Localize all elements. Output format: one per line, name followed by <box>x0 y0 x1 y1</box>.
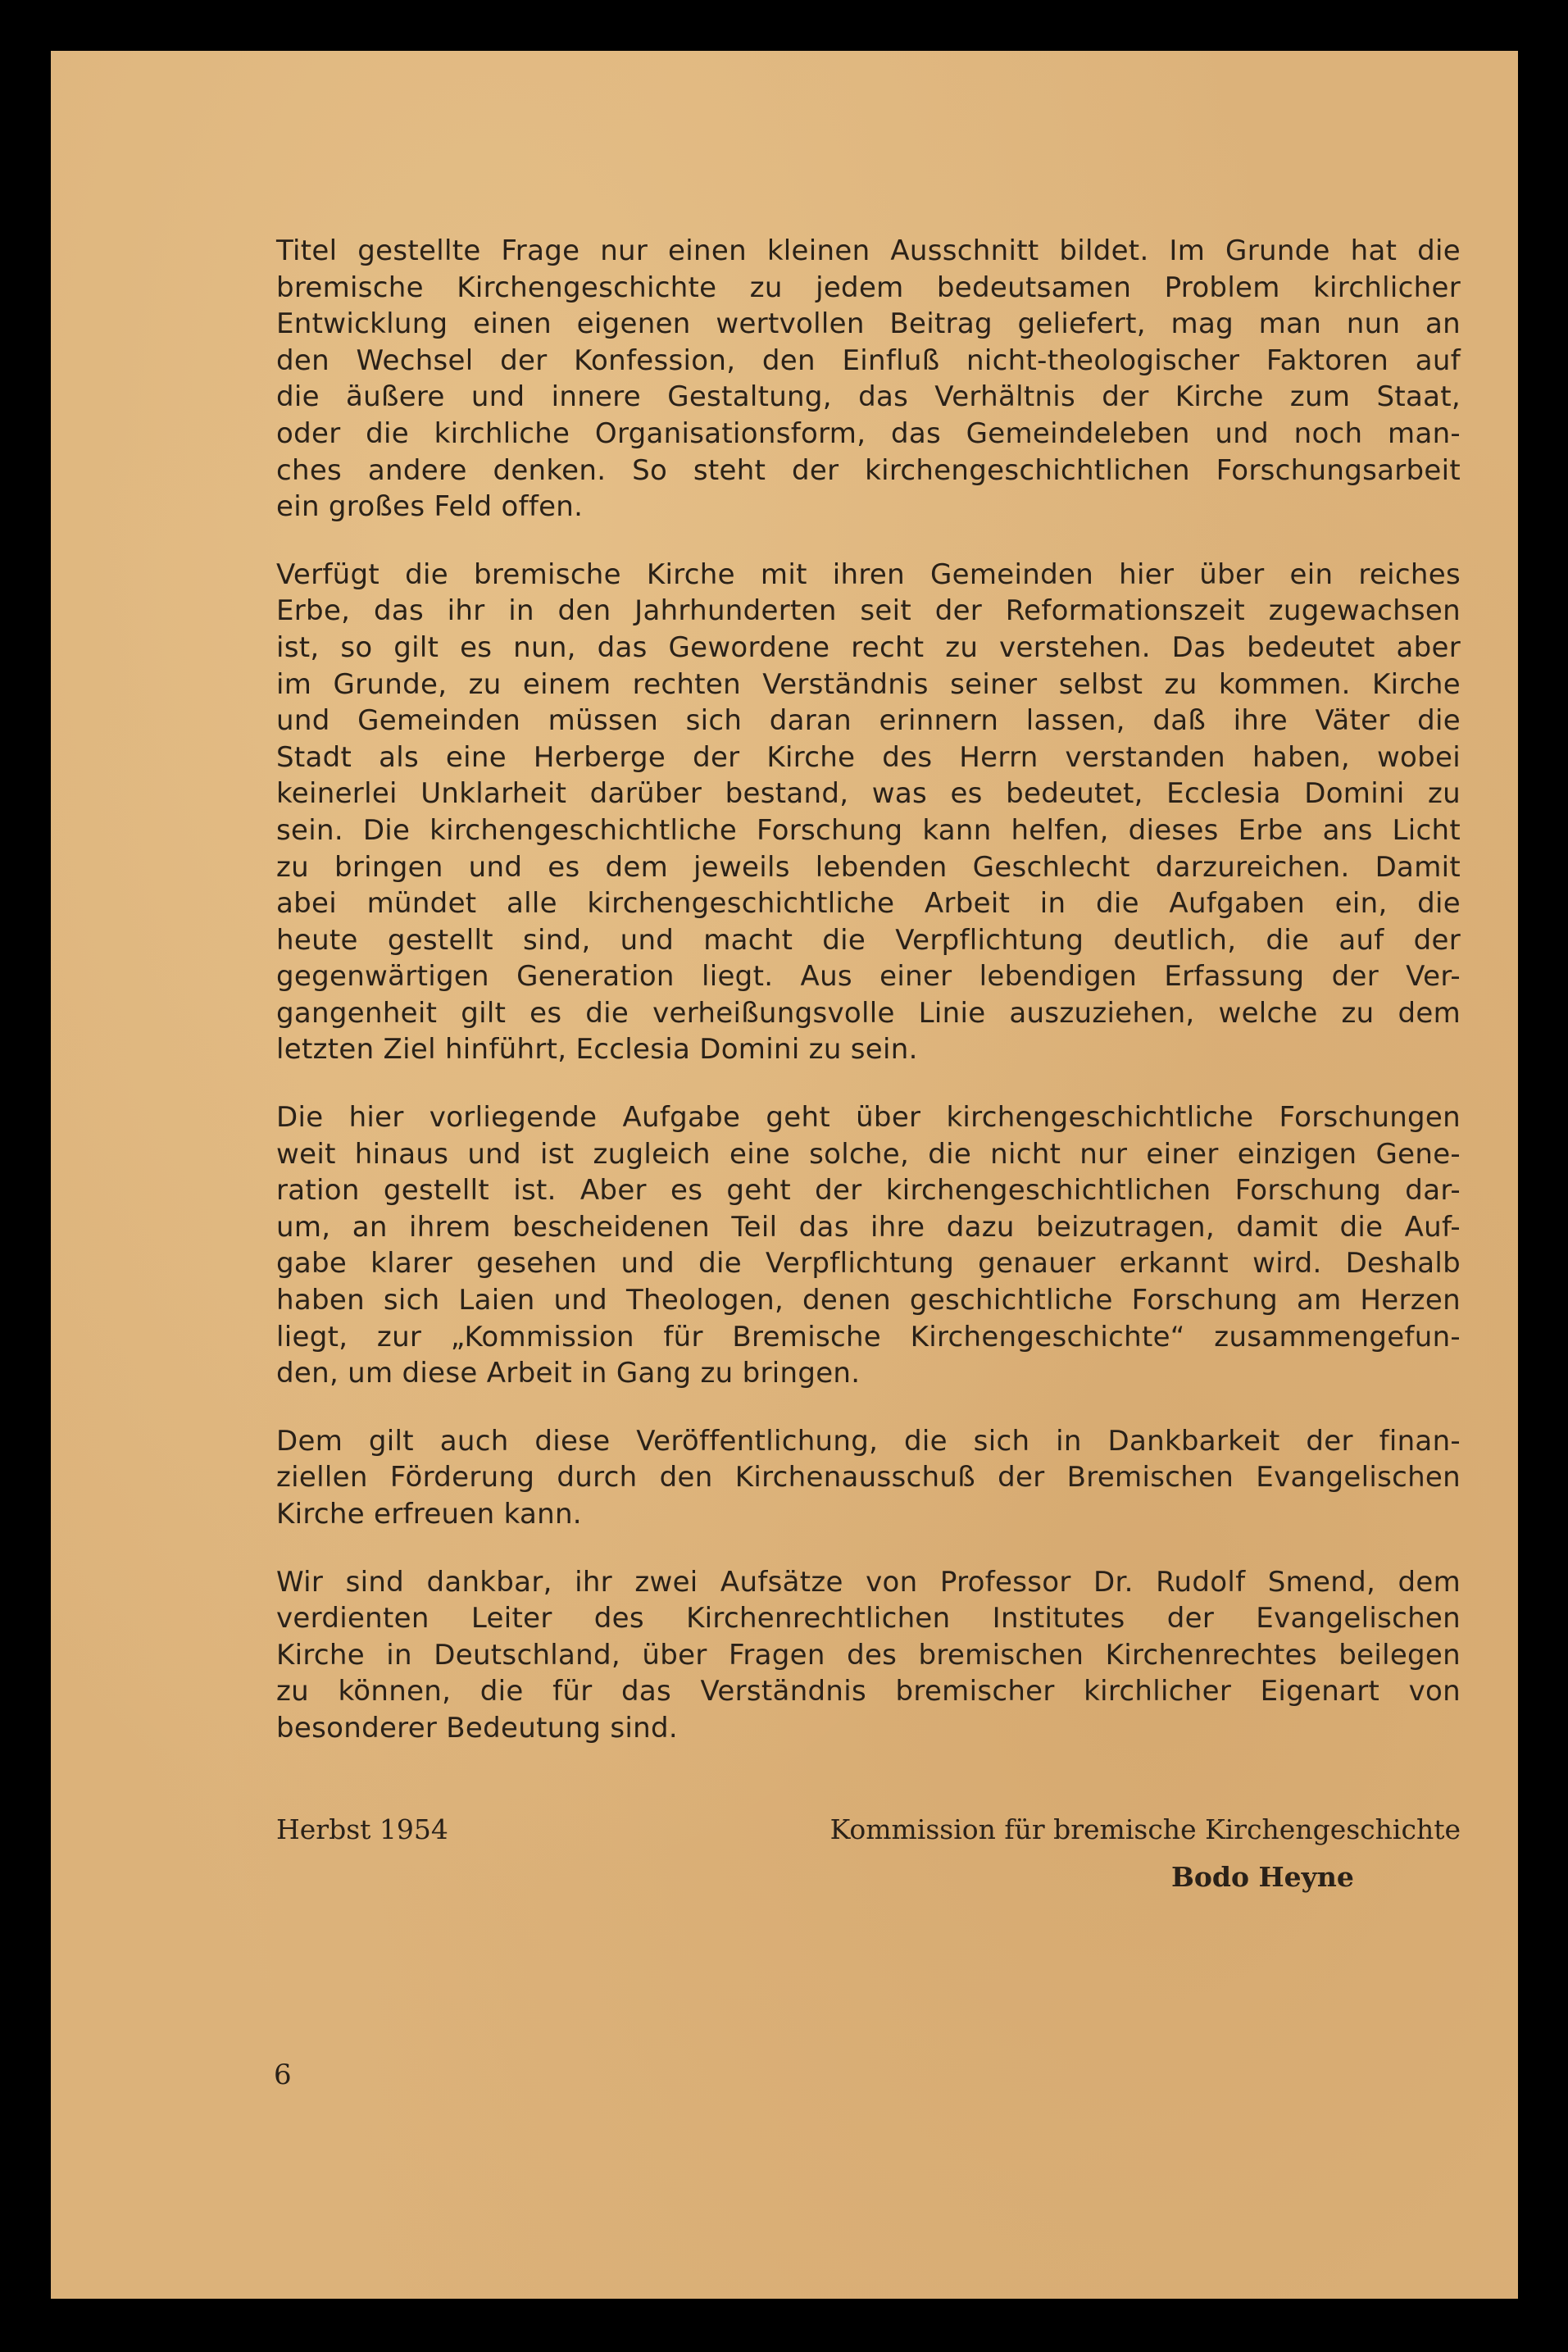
text-line: bremische Kirchengeschichte zu jedem bedeutsamen Problem kirchlicher <box>276 271 1461 304</box>
text-line: sein. Die kirchengeschichtliche Forschung kann helfen, dieses Erbe ans Licht <box>276 813 1461 847</box>
text-line: Stadt als eine Herberge der Kirche des Herrn verstanden haben, wobei <box>276 740 1461 774</box>
text-line: keinerlei Unklarheit darüber bestand, was es bedeutet, Ecclesia Domini zu <box>276 777 1461 811</box>
text-line: letzten Ziel hinführt, Ecclesia Domini zu sein. <box>276 1033 918 1067</box>
text-line: um, an ihrem bescheidenen Teil das ihre dazu beizutragen, damit die Auf- <box>276 1210 1461 1244</box>
text-line: haben sich Laien und Theologen, denen geschichtliche Forschung am Herzen <box>276 1284 1461 1317</box>
text-line: den, um diese Arbeit in Gang zu bringen. <box>276 1357 861 1390</box>
text-line: ist, so gilt es nun, das Gewordene recht zu verstehen. Das bedeutet aber <box>276 630 1461 664</box>
text-line: ration gestellt ist. Aber es geht der kirchengeschichtlichen Forschung dar- <box>276 1174 1461 1208</box>
text-line: zu können, die für das Verständnis bremischer kirchlicher Eigenart von <box>276 1675 1461 1708</box>
page-number: 6 <box>274 2059 292 2091</box>
paragraph <box>276 233 1461 525</box>
paragraph <box>276 557 1461 1068</box>
text-line: und Gemeinden müssen sich daran erinnern lassen, daß ihre Väter die <box>276 704 1461 738</box>
text-line: abei mündet alle kirchengeschichtliche Arbeit in die Aufgaben ein, die <box>276 887 1461 921</box>
text-line: Kirche erfreuen kann. <box>276 1498 582 1531</box>
text-line: ein großes Feld offen. <box>276 490 584 524</box>
text-line: heute gestellt sind, und macht die Verpflichtung deutlich, die auf der <box>276 923 1461 957</box>
text-line: Verfügt die bremische Kirche mit ihren Gemeinden hier über ein reiches <box>276 557 1461 591</box>
text-line: gabe klarer gesehen und die Verpflichtung genauer erkannt wird. Deshalb <box>276 1247 1461 1281</box>
text-line: verdienten Leiter des Kirchenrechtlichen Institutes der Evangelischen <box>276 1602 1461 1635</box>
paragraph <box>276 1423 1461 1533</box>
signature-organization: Kommission für bremische Kirchengeschichte <box>829 1813 1461 1845</box>
text-line: gangenheit gilt es die verheißungsvolle Linie auszuziehen, welche zu dem <box>276 996 1461 1030</box>
text-line: den Wechsel der Konfession, den Einfluß nicht-theologischer Faktoren auf <box>276 343 1461 377</box>
text-line: Titel gestellte Frage nur einen kleinen Ausschnitt bildet. Im Grunde hat die <box>276 234 1461 267</box>
text-line: ziellen Förderung durch den Kirchenausschuß der Bremischen Evangelischen <box>276 1461 1461 1494</box>
signature-signer: Bodo Heyne <box>1171 1861 1354 1893</box>
paragraph <box>276 1099 1461 1392</box>
document-page <box>51 51 1518 2299</box>
text-line: zu bringen und es dem jeweils lebenden Geschlecht darzureichen. Damit <box>276 850 1461 884</box>
text-line: Kirche in Deutschland, über Fragen des bremischen Kirchenrechtes beilegen <box>276 1638 1461 1672</box>
paragraph <box>276 1564 1461 1747</box>
text-line: Dem gilt auch diese Veröffentlichung, die sich in Dankbarkeit der finan- <box>276 1424 1461 1458</box>
text-line: im Grunde, zu einem rechten Verständnis seiner selbst zu kommen. Kirche <box>276 667 1461 701</box>
text-line: die äußere und innere Gestaltung, das Verhältnis der Kirche zum Staat, <box>276 380 1461 414</box>
body-text <box>276 233 1461 1778</box>
text-line: Die hier vorliegende Aufgabe geht über kirchengeschichtliche Forschungen <box>276 1101 1461 1135</box>
signature-date: Herbst 1954 <box>276 1813 448 1845</box>
text-line: Entwicklung einen eigenen wertvollen Beitrag geliefert, mag man nun an <box>276 307 1461 341</box>
text-line: Wir sind dankbar, ihr zwei Aufsätze von Professor Dr. Rudolf Smend, dem <box>276 1565 1461 1599</box>
text-line: liegt, zur „Kommission für Bremische Kirchengeschichte“ zusammengefun- <box>276 1320 1461 1353</box>
text-line: weit hinaus und ist zugleich eine solche, die nicht nur einer einzigen Gene- <box>276 1137 1461 1171</box>
text-line: besonderer Bedeutung sind. <box>276 1711 679 1745</box>
text-line: gegenwärtigen Generation liegt. Aus einer lebendigen Erfassung der Ver- <box>276 960 1461 994</box>
text-line: Erbe, das ihr in den Jahrhunderten seit der Reformationszeit zugewachsen <box>276 594 1461 628</box>
text-line: oder die kirchliche Organisationsform, das Gemeindeleben und noch man- <box>276 416 1461 450</box>
text-line: ches andere denken. So steht der kirchengeschichtlichen Forschungsarbeit <box>276 453 1461 487</box>
